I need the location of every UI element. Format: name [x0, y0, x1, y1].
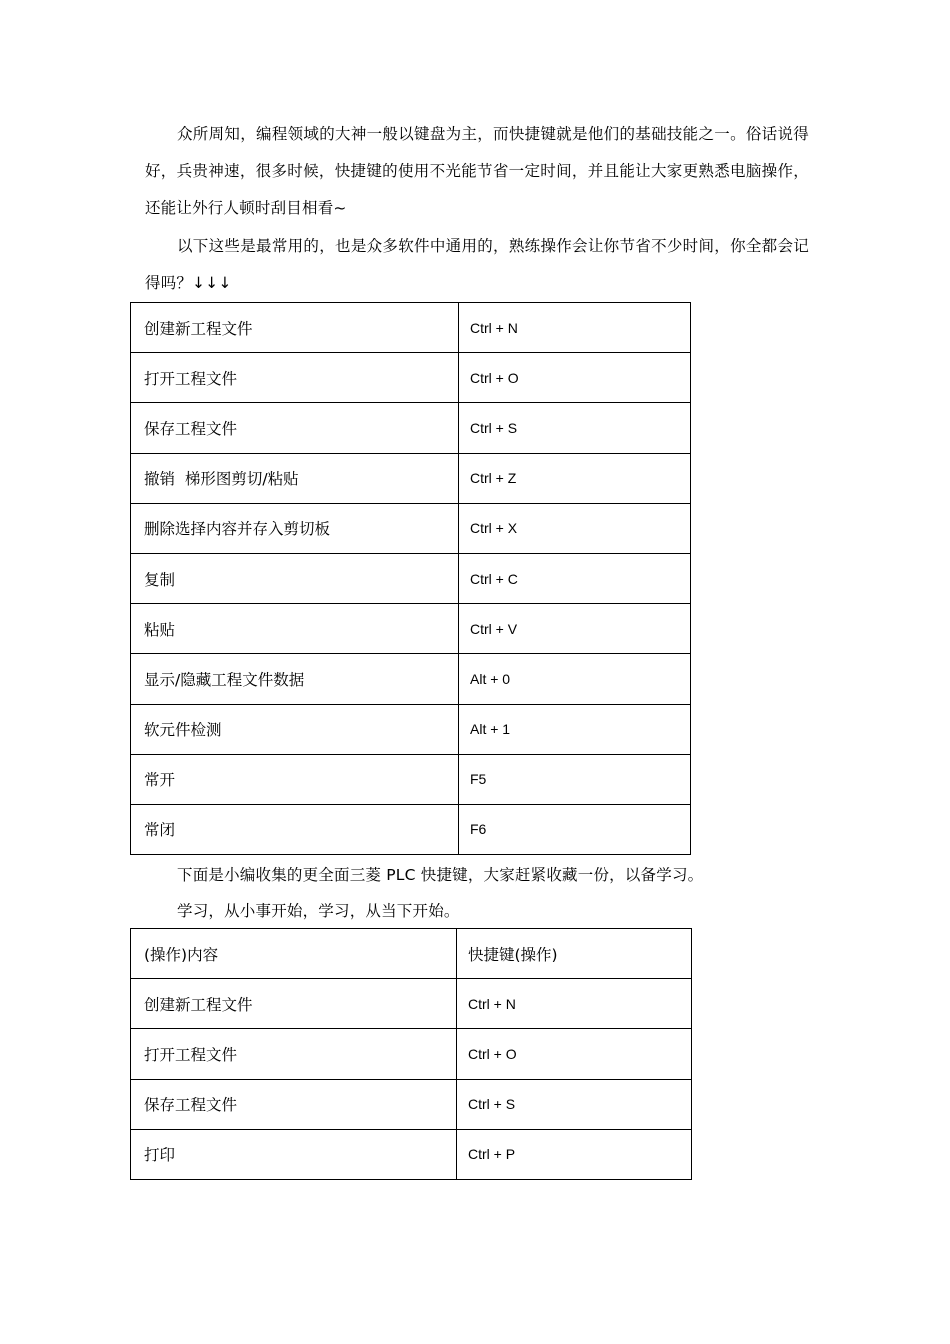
table-row [131, 353, 691, 403]
shortcut-cell: Ctrl + S [459, 403, 691, 453]
header-shortcut-cell: 快捷键(操作) [457, 929, 692, 979]
shortcut-cell: Ctrl + S [457, 1079, 692, 1129]
shortcut-cell: Alt + 0 [459, 654, 691, 704]
table-row [131, 403, 691, 453]
plc-shortcuts-table [130, 928, 692, 1180]
table-row [131, 704, 691, 754]
intro-paragraph-2: 以下这些是最常用的，也是众多软件中通用的，熟练操作会让你节省不少时间，你全都会记得吗？↓↓↓ [145, 237, 809, 292]
intro-paragraph-1: 众所周知，编程领域的大神一般以键盘为主，而快捷键就是他们的基础技能之一。俗话说得好，兵贵神速，很多时候，快捷键的使用不光能节省一定时间，并且能让大家更熟悉电脑操作，还能让外行人顿时刮目相看~ [145, 125, 809, 217]
shortcut-cell: Ctrl + V [459, 604, 691, 654]
shortcut-cell: Ctrl + N [457, 979, 692, 1029]
table-row [131, 553, 691, 603]
action-cell: 打开工程文件 [131, 353, 459, 403]
action-cell: 删除选择内容并存入剪切板 [131, 503, 459, 553]
middle-paragraph-2: 学习，从小事开始，学习，从当下开始。 [177, 902, 460, 920]
shortcut-cell: Ctrl + X [459, 503, 691, 553]
action-cell: 撤销 梯形图剪切/粘贴 [131, 453, 459, 503]
table-row [131, 453, 691, 503]
shortcut-cell: Ctrl + C [459, 553, 691, 603]
action-cell: 粘贴 [131, 604, 459, 654]
shortcut-cell: Ctrl + Z [459, 453, 691, 503]
table-row [131, 654, 691, 704]
table-header-row [131, 929, 692, 979]
action-cell: 打开工程文件 [131, 1029, 457, 1079]
action-cell: 常开 [131, 754, 459, 804]
common-shortcuts-table [130, 302, 691, 855]
action-cell: 显示/隐藏工程文件数据 [131, 654, 459, 704]
table-row [131, 1079, 692, 1129]
action-cell: 保存工程文件 [131, 403, 459, 453]
shortcut-cell: F5 [459, 754, 691, 804]
table-row [131, 754, 691, 804]
table-row [131, 979, 692, 1029]
action-cell: 创建新工程文件 [131, 303, 459, 353]
shortcut-cell: Alt + 1 [459, 704, 691, 754]
table-row [131, 503, 691, 553]
table-row [131, 303, 691, 353]
shortcut-cell: Ctrl + P [457, 1129, 692, 1179]
action-cell: 软元件检测 [131, 704, 459, 754]
middle-paragraph-1: 下面是小编收集的更全面三菱 PLC 快捷键，大家赶紧收藏一份，以备学习。 [177, 866, 704, 884]
table-row [131, 1029, 692, 1079]
action-cell: 创建新工程文件 [131, 979, 457, 1029]
action-cell: 打印 [131, 1129, 457, 1179]
header-action-cell: (操作)内容 [131, 929, 457, 979]
action-cell: 复制 [131, 553, 459, 603]
table-row [131, 604, 691, 654]
action-cell: 保存工程文件 [131, 1079, 457, 1129]
table-row [131, 1129, 692, 1179]
action-cell: 常闭 [131, 804, 459, 854]
table-row [131, 804, 691, 854]
shortcut-cell: Ctrl + O [459, 353, 691, 403]
shortcut-cell: Ctrl + O [457, 1029, 692, 1079]
shortcut-cell: F6 [459, 804, 691, 854]
shortcut-cell: Ctrl + N [459, 303, 691, 353]
